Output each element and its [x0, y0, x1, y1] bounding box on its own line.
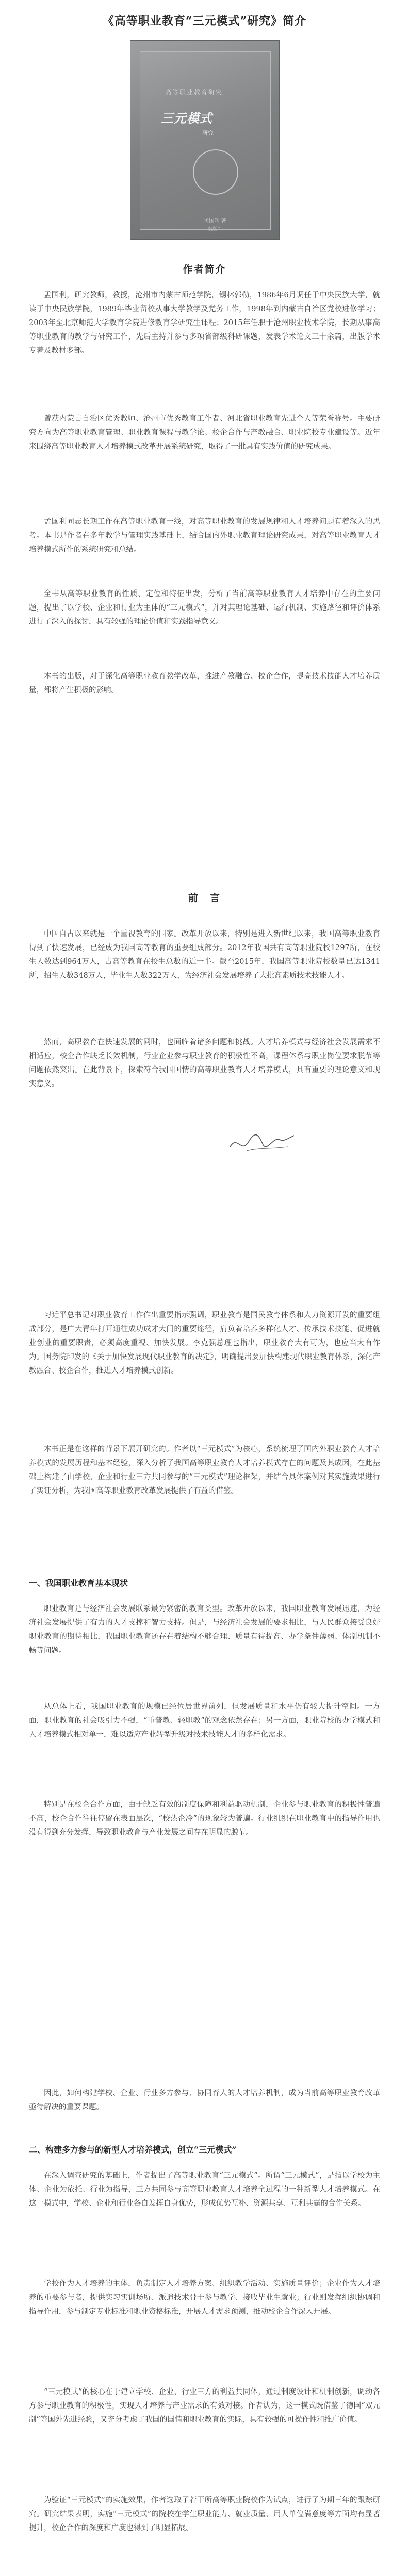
section1-paragraph: 因此，如何构建学校、企业、行业多方参与、协同育人的人才培养机制，成为当前高等职业教育改革亟待解决的重要课题。: [29, 2089, 380, 2111]
preface-heading: 前 言: [188, 892, 221, 904]
section2-paragraph: “三元模式”的核心在于建立学校、企业、行业三方的利益共同体，通过制度设计和机制创新，调动各方参与职业教育的积极性，实现人才培养与产业需求的有效对接。作者认为，这一模式既借鉴了德国“双元制”等国外先进经验，又充分考虑了我国的国情和职业教育的实际，具有较强的可操作性和推广价值。: [29, 2388, 380, 2424]
author-paragraph: 曾获内蒙古自治区优秀教师、沧州市优秀教育工作者、河北省职业教育先进个人等荣誉称号。主要研究方向为高等职业教育管理、职业教育课程与教学论、校企合作与产教融合、职业院校专业建设等。近年来围绕高等职业教育人才培养模式改革开展系统研究，取得了一批具有实践价值的研究成果。: [29, 415, 380, 451]
intro-paragraph: 全书从高等职业教育的性质、定位和特征出发，分析了当前高等职业教育人才培养中存在的主要问题，提出了以学校、企业和行业为主体的“三元模式”，并对其理论基础、运行机制、实施路径和评价体系进行了深入的探讨，具有较强的理论价值和实践指导意义。: [29, 590, 380, 626]
page-title: 《高等职业教育“三元模式”研究》简介: [102, 14, 307, 28]
preface-paragraph: 然而，高职教育在快速发展的同时，也面临着诸多问题和挑战。人才培养模式与经济社会发展需求不相适应，校企合作缺乏长效机制，行业企业参与职业教育的积极性不高，课程体系与职业岗位要求脱节等问题依然突出。在此背景下，探索符合我国国情的高等职业教育人才培养模式，具有重要的理论意义和现实意义。: [29, 1038, 380, 1088]
body-paragraph: 本书正是在这样的背景下展开研究的。作者以“三元模式”为核心，系统梳理了国内外职业教育人才培养模式的发展历程和基本经验，深入分析了我国高等职业教育人才培养模式存在的问题及其成因，在此基础上构建了由学校、企业和行业三方共同参与的“三元模式”理论框架，并结合具体案例对其实施效果进行了实证分析，为我国高等职业教育改革发展提供了有益的借鉴。: [29, 1445, 380, 1495]
cover-title: 三元模式: [161, 111, 212, 126]
cover-publisher: 出版社: [207, 227, 223, 232]
section2-paragraph: 学校作为人才培养的主体，负责制定人才培养方案、组织教学活动、实施质量评价；企业作为人才培养的重要参与者，提供实习实训场所、派遣技术骨干参与教学、接收毕业生就业；行业则发挥组织协调和指导作用，参与制定专业标准和职业资格标准，开展人才需求预测，推动校企合作深入开展。: [29, 2280, 380, 2316]
section-heading-1: 一、我国职业教育基本现状: [29, 1578, 128, 1588]
author-paragraph: 孟国利，研究教师，教授，沧州市内蒙古师范学院，锡林郭勒，1986年6月调任于中央民族大学，就读于中央民族学院，1989年毕业留校从事大学教学及党务工作，1998年到内蒙古自治区党校进修学习；2003年至北京师范大学教育学院进修教育学研究生课程；2015年任职于沧州职业技术学院，长期从事高等职业教育的教学与研究工作，先后主持并参与多项省部级科研课题，发表学术论文三十余篇，出版学术专著及教材多部。: [29, 291, 380, 355]
section-heading-2: 二、构建多方参与的新型人才培养模式，创立“三元模式”: [29, 2145, 237, 2155]
intro-paragraph: 本书的出版，对于深化高等职业教育教学改革，推进产教融合、校企合作，提高技术技能人才培养质量，都将产生积极的影响。: [29, 672, 380, 694]
handwritten-signature: [226, 1124, 298, 1160]
cover-series: 高等职业教育研究: [165, 89, 223, 96]
author-heading: 作者简介: [183, 264, 226, 275]
section1-paragraph: 职业教育是与经济社会发展联系最为紧密的教育类型。改革开放以来，我国职业教育发展迅速，为经济社会发展提供了有力的人才支撑和智力支持。但是，与经济社会发展的要求相比，与人民群众接受良好职业教育的期待相比，我国职业教育还存在着结构不够合理、质量有待提高、办学条件薄弱、体制机制不畅等问题。: [29, 1605, 380, 1655]
preface-paragraph: 中国自古以来就是一个重视教育的国家。改革开放以来，特别是进入新世纪以来，我国高等职业教育得到了快速发展，已经成为我国高等教育的重要组成部分。2012年我国共有高等职业院校1297所，在校生人数达到964万人，占高等教育在校生总数的近一半。截至2015年，我国高等职业院校数量已达1341所，招生人数348万人，毕业生人数322万人，为经济社会发展培养了大批高素质技术技能人才。: [29, 930, 380, 980]
book-cover-image: [130, 40, 280, 240]
section2-paragraph: 在深入调查研究的基础上，作者提出了高等职业教育“三元模式”。所谓“三元模式”，是指以学校为主体、企业为依托、行业为指导，三方共同参与高等职业教育人才培养全过程的一种新型人才培养模式。在这一模式中，学校、企业和行业各自发挥自身优势，形成优势互补、资源共享、互利共赢的合作关系。: [29, 2172, 380, 2208]
section1-paragraph: 特别是在校企合作方面，由于缺乏有效的制度保障和利益驱动机制，企业参与职业教育的积极性普遍不高，校企合作往往停留在表面层次，“校热企冷”的现象较为普遍。行业组织在职业教育中的指导作用也没有得到充分发挥，导致职业教育与产业发展之间存在明显的脱节。: [29, 1801, 380, 1837]
section1-paragraph: 从总体上看，我国职业教育的规模已经位居世界前列，但发展质量和水平仍有较大提升空间。一方面，职业教育的社会吸引力不强，“重普教、轻职教”的观念依然存在；另一方面，职业院校的办学模式和人才培养模式相对单一，难以适应产业转型升级对技术技能人才的多样化需求。: [29, 1703, 380, 1739]
cover-emblem-icon: [193, 149, 238, 195]
cover-subtitle: 研究: [202, 130, 214, 137]
body-paragraph: 习近平总书记对职业教育工作作出重要指示强调，职业教育是国民教育体系和人力资源开发的重要组成部分，是广大青年打开通往成功成才大门的重要途径，肩负着培养多样化人才、传承技术技能、促进就业创业的重要职责，必须高度重视、加快发展。李克强总理也指出，职业教育大有可为，也应当大有作为。国务院印发的《关于加快发展现代职业教育的决定》，明确提出要加快构建现代职业教育体系，深化产教融合、校企合作，推进人才培养模式创新。: [29, 1311, 380, 1375]
cover-author: 孟国利 著: [204, 218, 226, 224]
intro-paragraph: 孟国利同志长期工作在高等职业教育一线，对高等职业教育的发展规律和人才培养问题有着深入的思考。本书是作者在多年教学与管理实践基础上，结合国内外职业教育理论研究成果，对高等职业教育人才培养模式所作的系统研究和总结。: [29, 518, 380, 554]
section2-paragraph: 为验证“三元模式”的实施效果，作者选取了若干所高等职业院校作为试点，进行了为期三年的跟踪研究。研究结果表明，实施“三元模式”的院校在学生职业能力、就业质量、用人单位满意度等方面均有显著提升，校企合作的深度和广度也得到了明显拓展。: [29, 2496, 380, 2532]
cover-frame: [140, 51, 271, 230]
